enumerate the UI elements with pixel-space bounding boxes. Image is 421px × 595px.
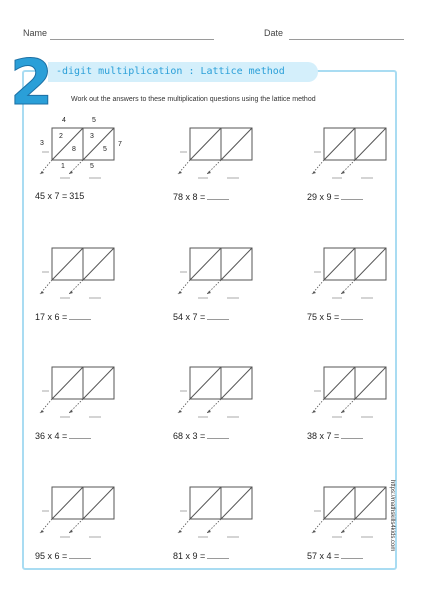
lattice-grid [30, 477, 160, 539]
problem-question [35, 430, 91, 441]
problem-8 [168, 357, 302, 472]
lattice-grid [302, 238, 421, 300]
footer-url: https://mathskills4kids.com [389, 480, 395, 552]
question-text: 78 x 8 = [173, 192, 206, 202]
side-digit: 7 [118, 141, 122, 148]
page-title: -digit multiplication : Lattice method [56, 66, 285, 77]
date-label: Date [264, 28, 284, 38]
problem-question [173, 311, 229, 322]
answer-field[interactable] [207, 311, 229, 320]
question-text: 29 x 9 = [307, 192, 340, 202]
answer-field[interactable] [341, 430, 363, 439]
big-number: 2 [10, 50, 54, 110]
lattice-grid [168, 357, 298, 419]
problem-question [307, 550, 363, 561]
problem-question [307, 191, 363, 202]
question-text: 38 x 7 = [307, 431, 340, 441]
bottom-digit: 5 [90, 163, 94, 170]
problem-2 [168, 118, 302, 233]
problem-5 [168, 238, 302, 353]
problem-12 [302, 477, 421, 592]
question-text: 54 x 7 = [173, 312, 206, 322]
question-text: 95 x 6 = [35, 551, 68, 561]
answer-field[interactable] [341, 311, 363, 320]
problem-question [35, 311, 91, 322]
answer-field[interactable] [207, 430, 229, 439]
lattice-grid [30, 238, 160, 300]
big-two-icon [8, 50, 58, 110]
problem-1 [30, 118, 164, 233]
problem-question [307, 430, 363, 441]
question-text: 75 x 5 = [307, 312, 340, 322]
date-field[interactable] [289, 39, 404, 40]
problem-6 [302, 238, 421, 353]
lattice-grid [302, 357, 421, 419]
problem-9 [302, 357, 421, 472]
question-text: 17 x 6 = [35, 312, 68, 322]
cell-units: 5 [103, 146, 107, 153]
top-digit: 5 [92, 117, 96, 124]
problem-question [35, 550, 91, 561]
problem-10 [30, 477, 164, 592]
lattice-grid [168, 477, 298, 539]
answer-field[interactable] [341, 550, 363, 559]
bottom-digit: 1 [61, 163, 65, 170]
answer-value: 315 [69, 191, 85, 201]
lattice-grid [30, 357, 160, 419]
question-text: 36 x 4 = [35, 431, 68, 441]
name-field[interactable] [50, 39, 214, 40]
name-label: Name [23, 28, 48, 38]
problem-4 [30, 238, 164, 353]
lattice-grid [302, 118, 421, 180]
cell-tens: 2 [59, 133, 63, 140]
question-text: 57 x 4 = [307, 551, 340, 561]
lattice-grid [168, 238, 298, 300]
problem-11 [168, 477, 302, 592]
answer-field[interactable] [207, 550, 229, 559]
cell-tens: 3 [90, 133, 94, 140]
question-text: 81 x 9 = [173, 551, 206, 561]
answer-field[interactable] [207, 191, 229, 200]
lattice-grid [302, 477, 421, 539]
top-digit: 4 [62, 117, 66, 124]
answer-field[interactable] [341, 191, 363, 200]
instructions: Work out the answers to these multiplication questions using the lattice method [71, 96, 316, 103]
answer-field[interactable] [69, 311, 91, 320]
left-carry: 3 [40, 140, 44, 147]
lattice-grid [30, 118, 160, 180]
problem-question [307, 311, 363, 322]
answer-field[interactable] [69, 550, 91, 559]
problem-question [173, 430, 229, 441]
problem-7 [30, 357, 164, 472]
problem-3 [302, 118, 421, 233]
answer-field[interactable] [69, 430, 91, 439]
question-text: 68 x 3 = [173, 431, 206, 441]
problem-question [173, 550, 229, 561]
lattice-grid [168, 118, 298, 180]
question-text: 45 x 7 = [35, 191, 68, 201]
cell-units: 8 [72, 146, 76, 153]
problem-question [173, 191, 229, 202]
problem-question [35, 191, 84, 201]
